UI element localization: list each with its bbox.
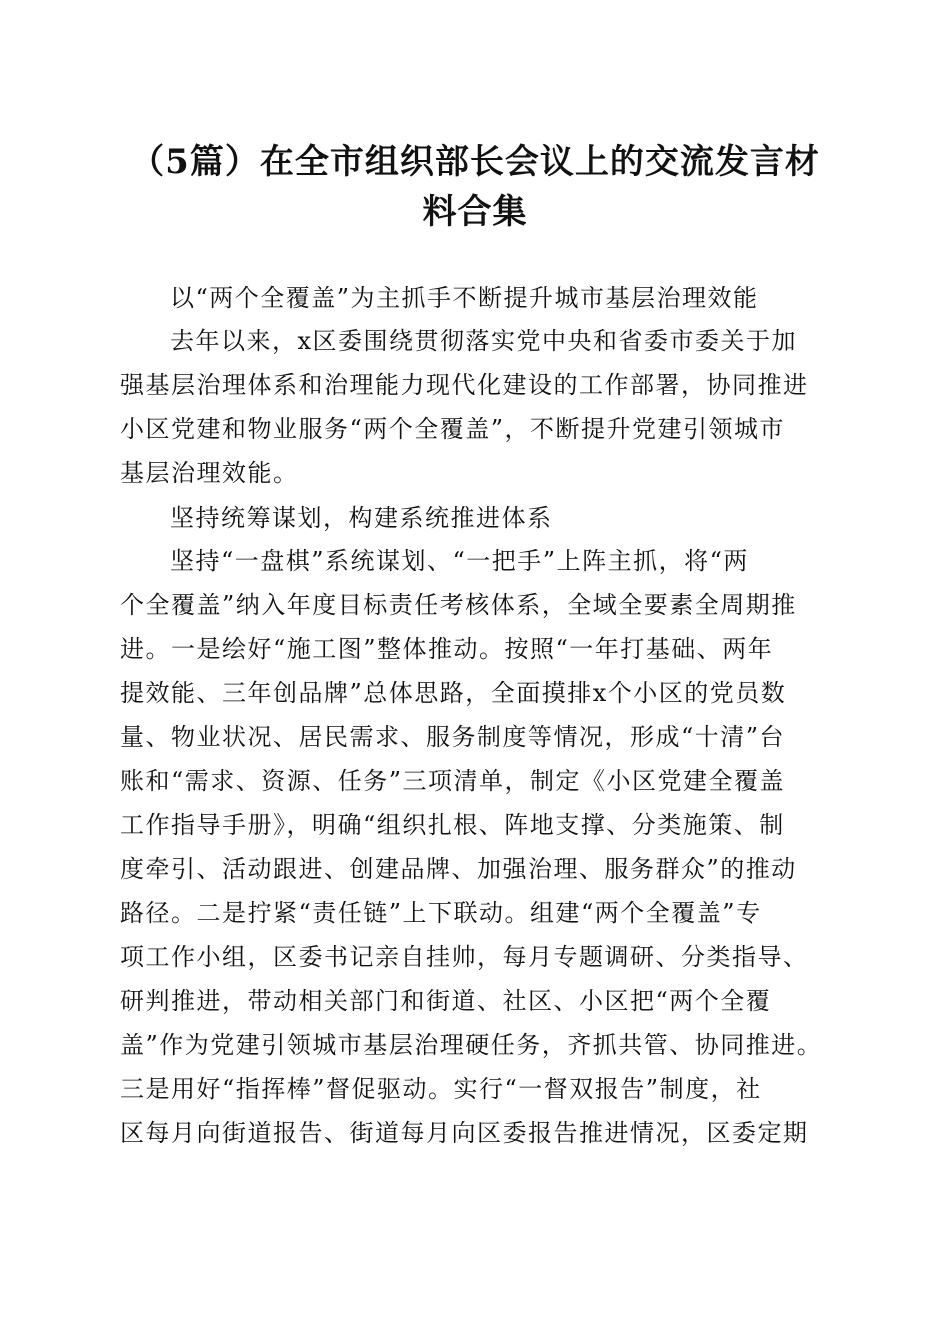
title-line-1: （5篇）在全市组织部长会议上的交流发言材 — [130, 142, 820, 182]
paragraph-line: 去年以来，x区委围绕贯彻落实党中央和省委市委关于加 — [170, 327, 798, 355]
paragraph-line: 坚持“一盘棋”系统谋划、“一把手”上阵主抓，将“两 — [170, 547, 749, 575]
document-title — [110, 137, 840, 237]
paragraph-line: 研判推进，带动相关部门和街道、社区、小区把“两个全覆 — [120, 987, 772, 1015]
paragraph-line: 三是用好“指挥棒”督促驱动。实行“一督双报告”制度，社 — [120, 1075, 762, 1103]
paragraph-line: 进。一是绘好“施工图”整体推动。按照“一年打基础、两年 — [120, 635, 774, 663]
section-heading: 以“两个全覆盖”为主抓手不断提升城市基层治理效能 — [170, 284, 759, 312]
paragraph-line: 路径。二是拧紧“责任链”上下联动。组建“两个全覆盖”专 — [120, 899, 762, 927]
paragraph-line: 个全覆盖”纳入年度目标责任考核体系，全域全要素全周期推 — [120, 591, 797, 619]
paragraph-line: 账和“需求、资源、任务”三项清单，制定《小区党建全覆盖 — [120, 767, 786, 795]
paragraph-line: 小区党建和物业服务“两个全覆盖”，不断提升党建引领城市 — [120, 415, 786, 443]
paragraph-line: 基层治理效能。 — [120, 459, 299, 487]
paragraph-line: 提效能、三年创品牌”总体思路，全面摸排x个小区的党员数 — [120, 679, 787, 707]
paragraph-line: 工作指导手册》，明确“组织扎根、阵地支撑、分类施策、制 — [120, 811, 785, 839]
paragraph-line: 项工作小组，区委书记亲自挂帅，每月专题调研、分类指导、 — [120, 943, 809, 971]
paragraph-line: 盖”作为党建引领城市基层治理硬任务，齐抓共管、协同推进。 — [120, 1031, 823, 1059]
section-heading: 坚持统筹谋划，构建系统推进体系 — [170, 504, 553, 532]
paragraph-line: 量、物业状况、居民需求、服务制度等情况，形成“十清”台 — [120, 723, 786, 751]
paragraph-line: 强基层治理体系和治理能力现代化建设的工作部署，协同推进 — [120, 371, 809, 399]
paragraph-line: 区每月向街道报告、街道每月向区委报告推进情况，区委定期 — [120, 1119, 809, 1147]
title-line-2: 料合集 — [422, 192, 528, 232]
paragraph-line: 度牵引、活动跟进、创建品牌、加强治理、服务群众”的推动 — [120, 855, 797, 883]
